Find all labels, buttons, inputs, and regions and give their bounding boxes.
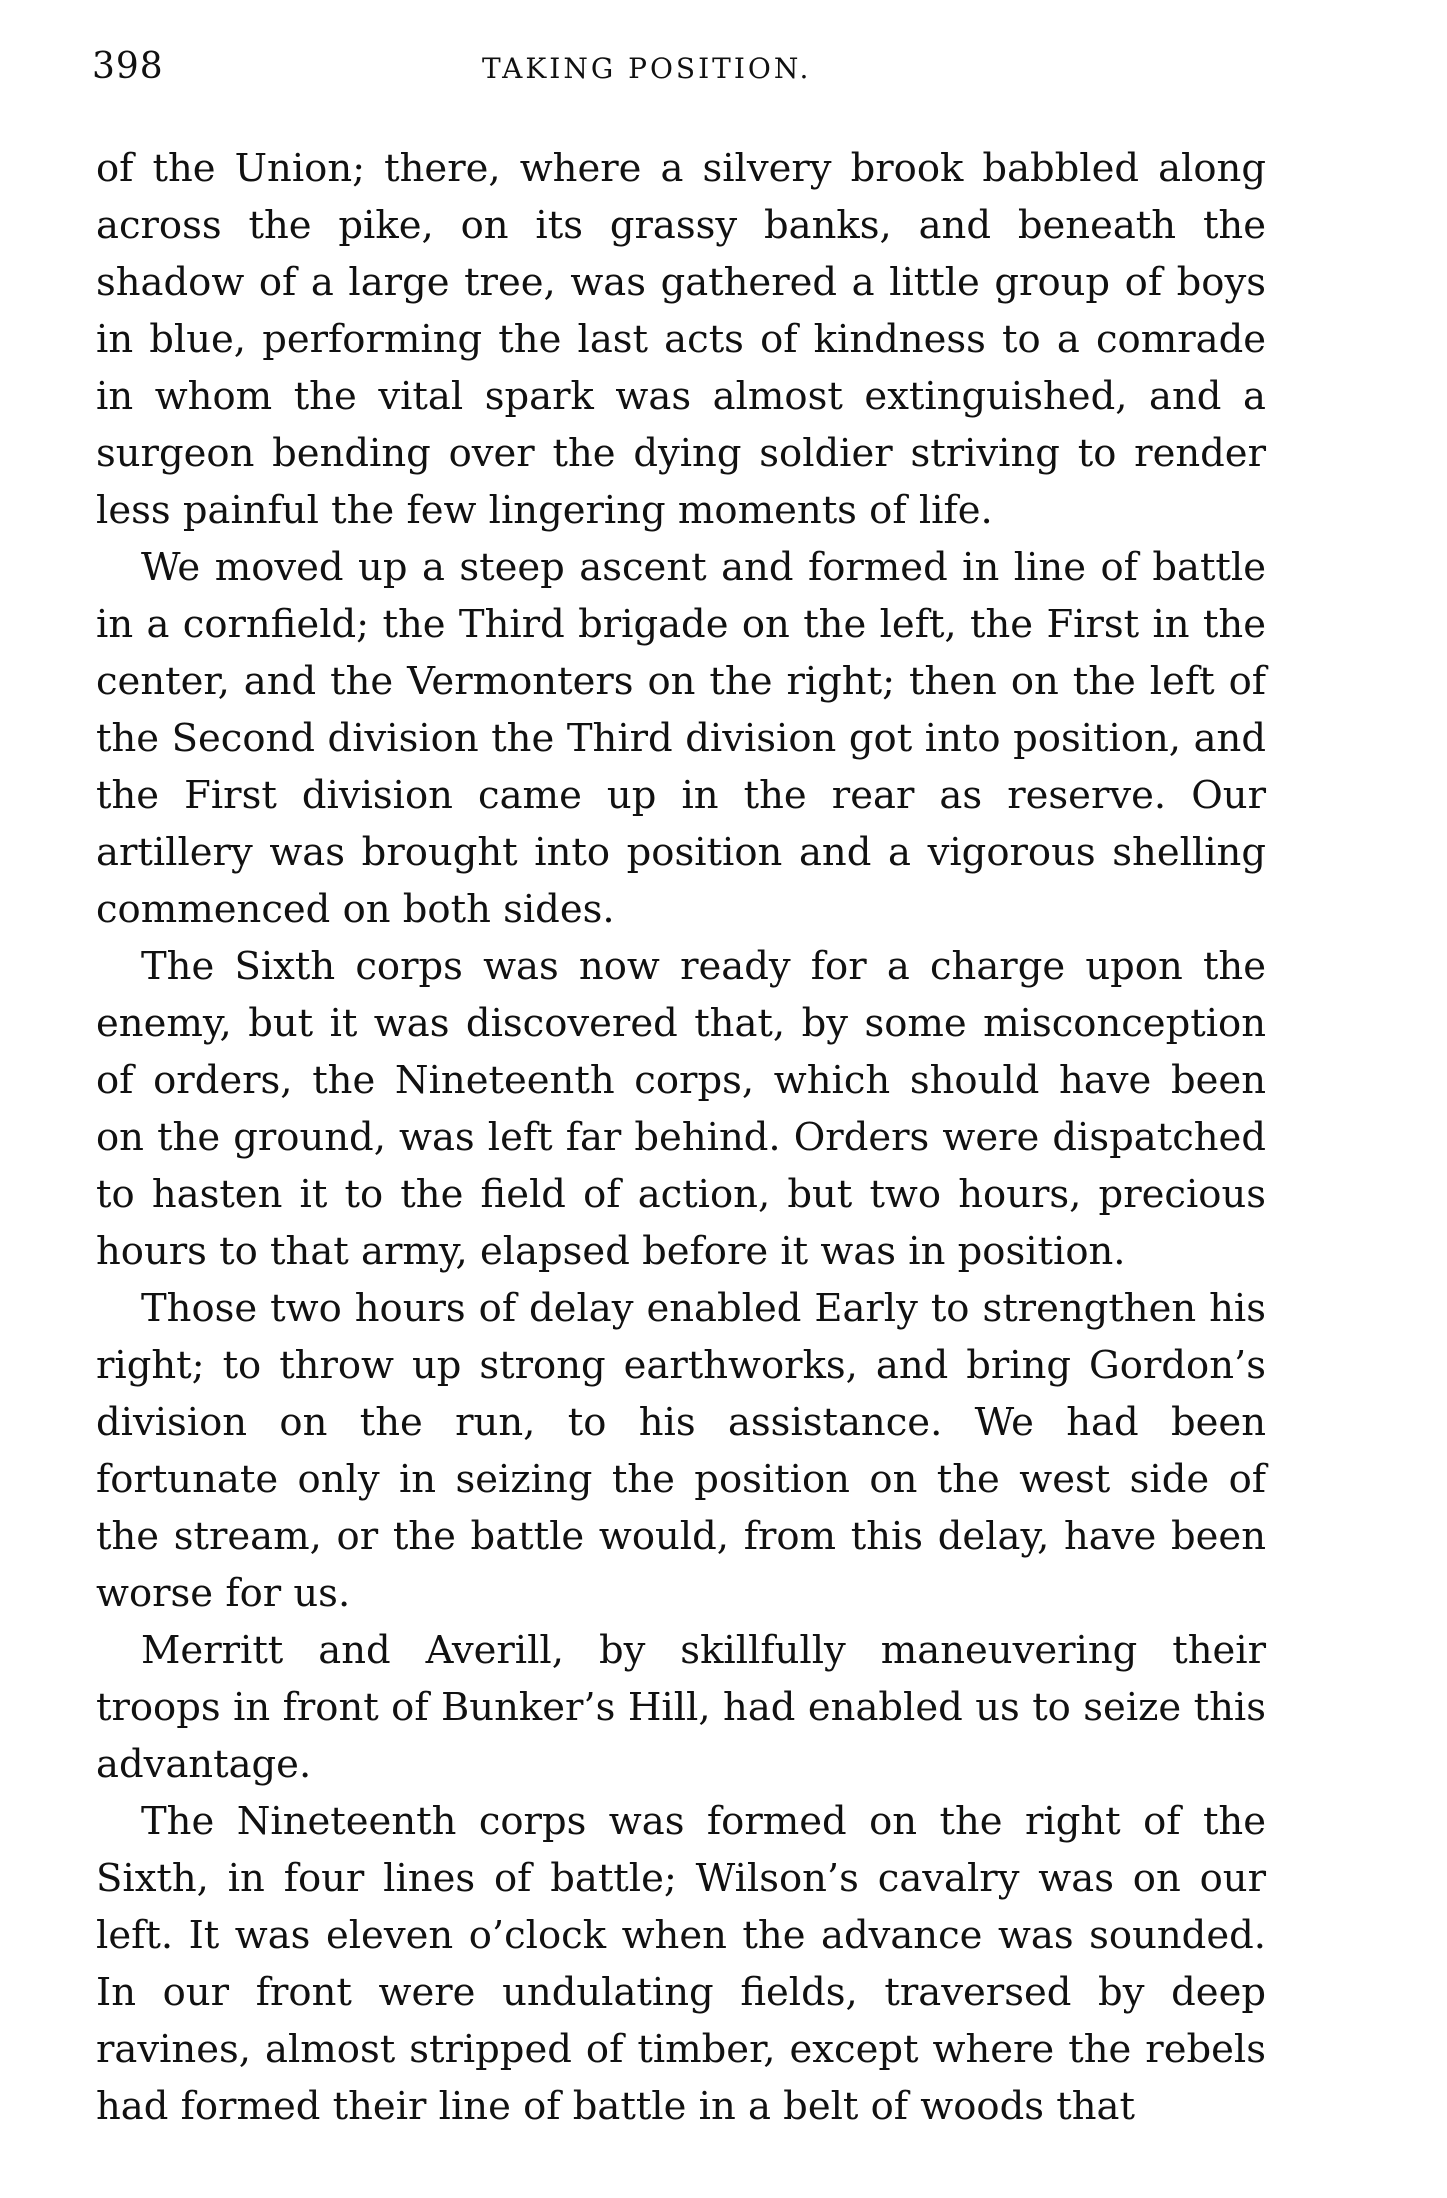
paragraph: Merritt and Averill, by skillfully maneuvering their troops in front of Bunker’s Hill, had enabled us to seize this advantage.: [96, 1628, 1266, 1787]
paragraph-continued: of the Union; there, where a silvery brook babbled along across the pike, on its grassy banks, and beneath the shadow of a large tree, was gathered a little group of boys in blue, performing the last acts of kindness to a comrade in whom the vital spark was almost extinguished, and a surgeon bending over the dying soldier striving to render less painful the few lingering moments of life.: [96, 146, 1266, 533]
paragraph: The Sixth corps was now ready for a charge upon the enemy, but it was discovered that, by some misconception of orders, the Nineteenth corps, which should have been on the ground, was left far behind. Orders were dispatched to hasten it to the field of action, but two hours, precious hours to that army, elapsed before it was in position.: [96, 944, 1266, 1274]
body-text: [96, 140, 1266, 2135]
paragraph: Those two hours of delay enabled Early to strengthen his right; to throw up strong earthworks, and bring Gordon’s division on the run, to his assistance. We had been fortunate only in seizing the position on the west side of the stream, or the battle would, from this delay, have been worse for us.: [96, 1286, 1266, 1616]
paragraph: We moved up a steep ascent and formed in line of battle in a cornfield; the Third brigade on the left, the First in the center, and the Vermonters on the right; then on the left of the Second division the Third division got into position, and the First division came up in the rear as reserve. Our artillery was brought into position and a vigorous shelling commenced on both sides.: [96, 545, 1266, 932]
page-number: 398: [92, 46, 164, 87]
paragraph: The Nineteenth corps was formed on the right of the Sixth, in four lines of battle; Wilson’s cavalry was on our left. It was eleven o’clock when the advance was sounded. In our front were undulating fields, traversed by deep ravines, almost stripped of timber, except where the rebels had formed their line of battle in a belt of woods that: [96, 1799, 1266, 2129]
running-head: [92, 46, 1272, 106]
running-title: TAKING POSITION.: [482, 52, 812, 85]
